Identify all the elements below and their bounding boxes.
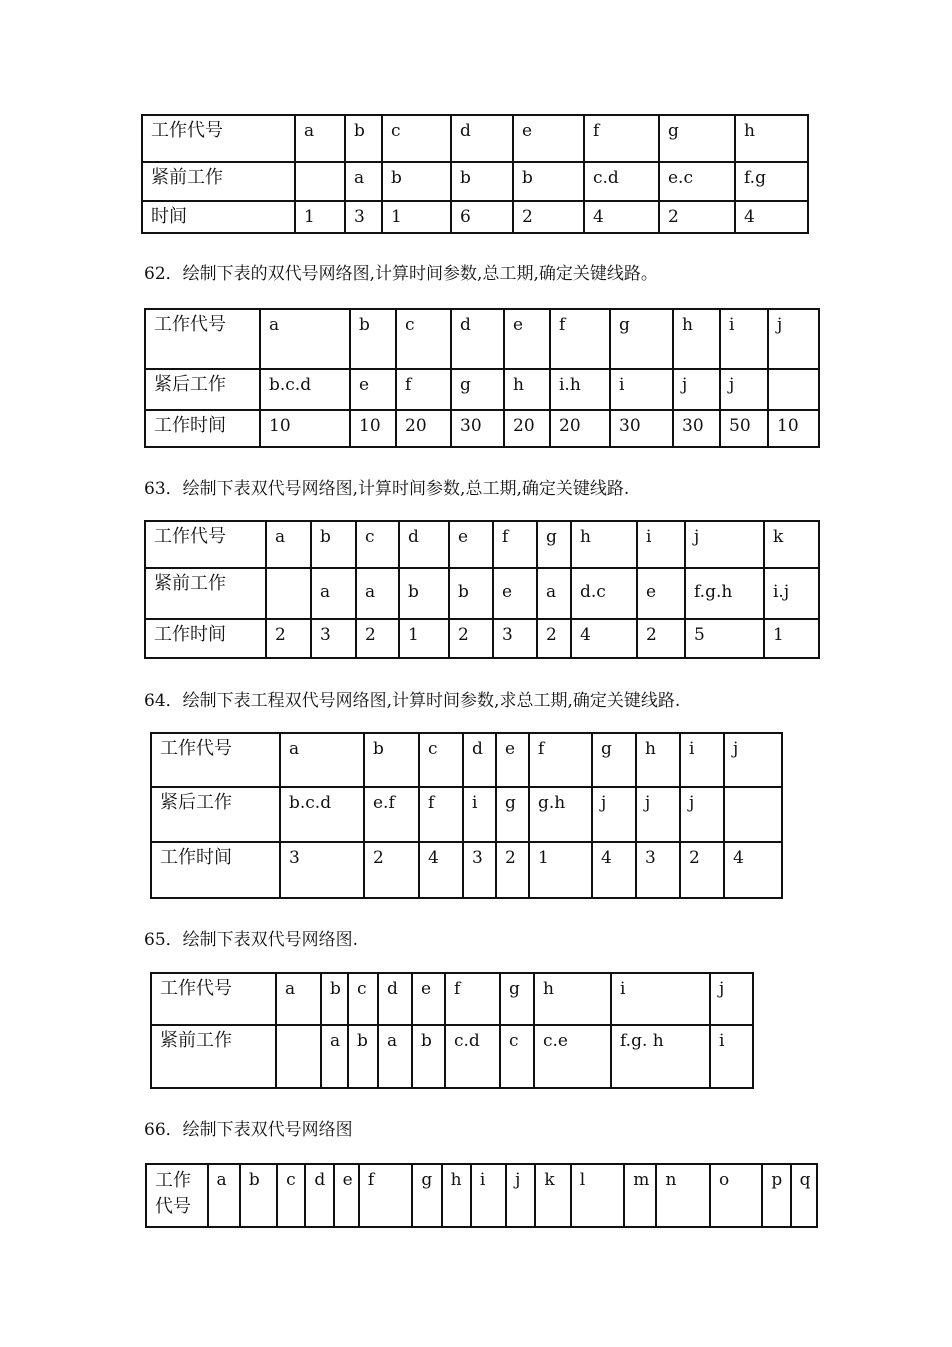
table-cell: 2 [659,201,735,233]
table-cell: j [680,787,724,842]
row-label: 时间 [142,201,295,233]
row-label: 工作代号 [151,733,280,787]
table-row [142,201,808,233]
table-cell: b [399,568,449,619]
table-cell: 10 [260,410,350,447]
question-66: 66．绘制下表双代号网络图 [144,1120,353,1140]
table-cell: d [451,309,504,369]
table-cell: c.e [534,1025,611,1088]
table-cell: k [535,1164,570,1227]
table-cell: 10 [350,410,396,447]
table-row [145,309,819,369]
table-cell: a [321,1025,348,1088]
row-label: 工作时间 [151,842,280,898]
table-row [145,568,819,619]
table-cell: e.f [364,787,419,842]
table-cell: 2 [496,842,529,898]
table-cell: 1 [382,201,451,233]
table-cell: 4 [571,619,637,658]
table-64 [150,732,783,899]
table-cell: h [442,1164,471,1227]
table-cell: g [659,115,735,162]
table-62 [144,308,820,448]
table-cell: b.c.d [280,787,364,842]
table-cell: i [610,369,673,410]
table-cell: d [399,521,449,568]
table-cell: 4 [735,201,808,233]
table-cell: j [506,1164,535,1227]
table-cell [295,162,345,201]
table-row [151,787,782,842]
table-cell: a [266,521,311,568]
table-cell: f [529,733,592,787]
table-cell: 6 [451,201,513,233]
table-cell: b [240,1164,277,1227]
table-cell: 20 [550,410,610,447]
table-cell: 30 [673,410,720,447]
table-cell: e [449,521,493,568]
table-cell: b [451,162,513,201]
table-cell: 2 [680,842,724,898]
table-cell: i [680,733,724,787]
row-label: 紧后工作 [145,369,260,410]
question-65: 65．绘制下表双代号网络图. [144,930,359,950]
table-cell: g [412,1164,441,1227]
table-cell: 4 [419,842,463,898]
table-cell: f [359,1164,412,1227]
table-cell: c [348,973,378,1025]
table-cell: d [378,973,412,1025]
table-cell: 20 [396,410,451,447]
table-row [142,162,808,201]
table-cell: a [345,162,382,201]
table-cell: a [311,568,356,619]
table-cell: h [534,973,611,1025]
table-cell: j [724,733,782,787]
table-cell: o [710,1164,762,1227]
table-cell: j [673,369,720,410]
table-63 [144,520,820,659]
table-cell: 2 [356,619,399,658]
table-cell: d [451,115,513,162]
table-cell: b [364,733,419,787]
table-cell: 2 [537,619,571,658]
table-cell: i [710,1025,753,1088]
table-cell: j [768,309,819,369]
table-cell: d [463,733,496,787]
table-cell: 1 [295,201,345,233]
table-cell: n [656,1164,709,1227]
table-cell: b [350,309,396,369]
table-row [151,973,753,1025]
table-cell: c [356,521,399,568]
table-cell: k [764,521,819,568]
table-cell: c [500,1025,534,1088]
row-label: 工作时间 [145,410,260,447]
table-cell: 1 [399,619,449,658]
table-cell: f [584,115,659,162]
table-cell: 3 [463,842,496,898]
table-cell: 30 [610,410,673,447]
table-cell: 5 [685,619,764,658]
table-60 [141,114,809,234]
table-cell: 3 [345,201,382,233]
table-cell: 3 [311,619,356,658]
table-cell: l [571,1164,624,1227]
table-cell: f [419,787,463,842]
row-label: 工作时间 [145,619,266,658]
table-cell: d.c [571,568,637,619]
table-cell [768,369,819,410]
table-cell: b [348,1025,378,1088]
table-cell: j [685,521,764,568]
table-cell: g [592,733,636,787]
table-cell: c [277,1164,305,1227]
table-cell: a [295,115,345,162]
table-cell: c [396,309,451,369]
table-cell: g [537,521,571,568]
table-cell: g.h [529,787,592,842]
table-cell: b [513,162,584,201]
table-cell: i [637,521,685,568]
table-cell: a [280,733,364,787]
table-cell: a [260,309,350,369]
table-cell: i [611,973,710,1025]
table-cell: b.c.d [260,369,350,410]
question-63: 63．绘制下表双代号网络图,计算时间参数,总工期,确定关键线路. [144,479,630,499]
table-cell: 20 [504,410,550,447]
row-label: 紧前工作 [145,568,266,619]
table-cell: c.d [445,1025,500,1088]
table-cell: 2 [266,619,311,658]
table-row [151,1025,753,1088]
table-cell: j [592,787,636,842]
table-cell: q [791,1164,817,1227]
question-62: 62．绘制下表的双代号网络图,计算时间参数,总工期,确定关键线路。 [144,264,658,284]
table-cell: e [513,115,584,162]
table-cell: f.g [735,162,808,201]
table-cell: h [636,733,680,787]
table-cell: 4 [724,842,782,898]
table-cell: i [463,787,496,842]
table-66 [145,1163,818,1228]
table-65 [150,972,754,1089]
table-cell: c.d [584,162,659,201]
table-row [145,369,819,410]
table-row [145,410,819,447]
table-cell: a [537,568,571,619]
table-cell: 30 [451,410,504,447]
table-cell: 3 [636,842,680,898]
table-cell: a [276,973,321,1025]
table-cell: 1 [529,842,592,898]
table-row [145,619,819,658]
table-cell: e [412,973,445,1025]
table-cell: 2 [364,842,419,898]
table-cell: 4 [592,842,636,898]
table-cell: m [624,1164,656,1227]
table-cell: j [720,369,768,410]
table-cell: h [673,309,720,369]
table-cell: b [345,115,382,162]
table-row [151,842,782,898]
table-row [146,1164,817,1227]
table-cell: i.h [550,369,610,410]
row-label: 工作代号 [151,973,276,1025]
table-cell: e [637,568,685,619]
table-cell: p [762,1164,790,1227]
table-cell: b [412,1025,445,1088]
table-cell: 4 [584,201,659,233]
table-cell: g [496,787,529,842]
table-cell: b [449,568,493,619]
table-cell: f [396,369,451,410]
table-cell: a [208,1164,240,1227]
table-cell: 1 [764,619,819,658]
table-cell: c [382,115,451,162]
table-cell: d [305,1164,333,1227]
table-cell: f [550,309,610,369]
question-64: 64．绘制下表工程双代号网络图,计算时间参数,求总工期,确定关键线路. [144,691,681,711]
table-cell [276,1025,321,1088]
row-label: 紧后工作 [151,787,280,842]
table-row [145,521,819,568]
table-cell: g [451,369,504,410]
table-cell: 3 [493,619,537,658]
table-cell: e [504,309,550,369]
table-cell: e.c [659,162,735,201]
table-cell: c [419,733,463,787]
table-cell: g [610,309,673,369]
row-label: 工作代号 [145,309,260,369]
table-cell: i [471,1164,506,1227]
row-label: 工作代号 [142,115,295,162]
row-label: 工作代号 [146,1164,208,1227]
table-cell: 2 [449,619,493,658]
row-label: 紧前工作 [142,162,295,201]
table-cell: j [710,973,753,1025]
row-label: 紧前工作 [151,1025,276,1088]
table-cell [724,787,782,842]
table-cell: a [378,1025,412,1088]
table-cell: a [356,568,399,619]
table-cell: 2 [637,619,685,658]
table-cell: f [445,973,500,1025]
table-cell: 50 [720,410,768,447]
table-cell: i [720,309,768,369]
table-row [151,733,782,787]
table-cell: b [321,973,348,1025]
table-cell: e [496,733,529,787]
table-row [142,115,808,162]
table-cell: e [493,568,537,619]
table-cell: 3 [280,842,364,898]
table-cell: f.g. h [611,1025,710,1088]
table-cell: b [311,521,356,568]
table-cell: b [382,162,451,201]
table-cell: h [735,115,808,162]
table-cell: e [350,369,396,410]
table-cell: f.g.h [685,568,764,619]
table-cell: g [500,973,534,1025]
table-cell: f [493,521,537,568]
table-cell: i.j [764,568,819,619]
table-cell: 2 [513,201,584,233]
table-cell: j [636,787,680,842]
table-cell: 10 [768,410,819,447]
table-cell: h [571,521,637,568]
table-cell [266,568,311,619]
table-cell: e [334,1164,359,1227]
table-cell: h [504,369,550,410]
row-label: 工作代号 [145,521,266,568]
